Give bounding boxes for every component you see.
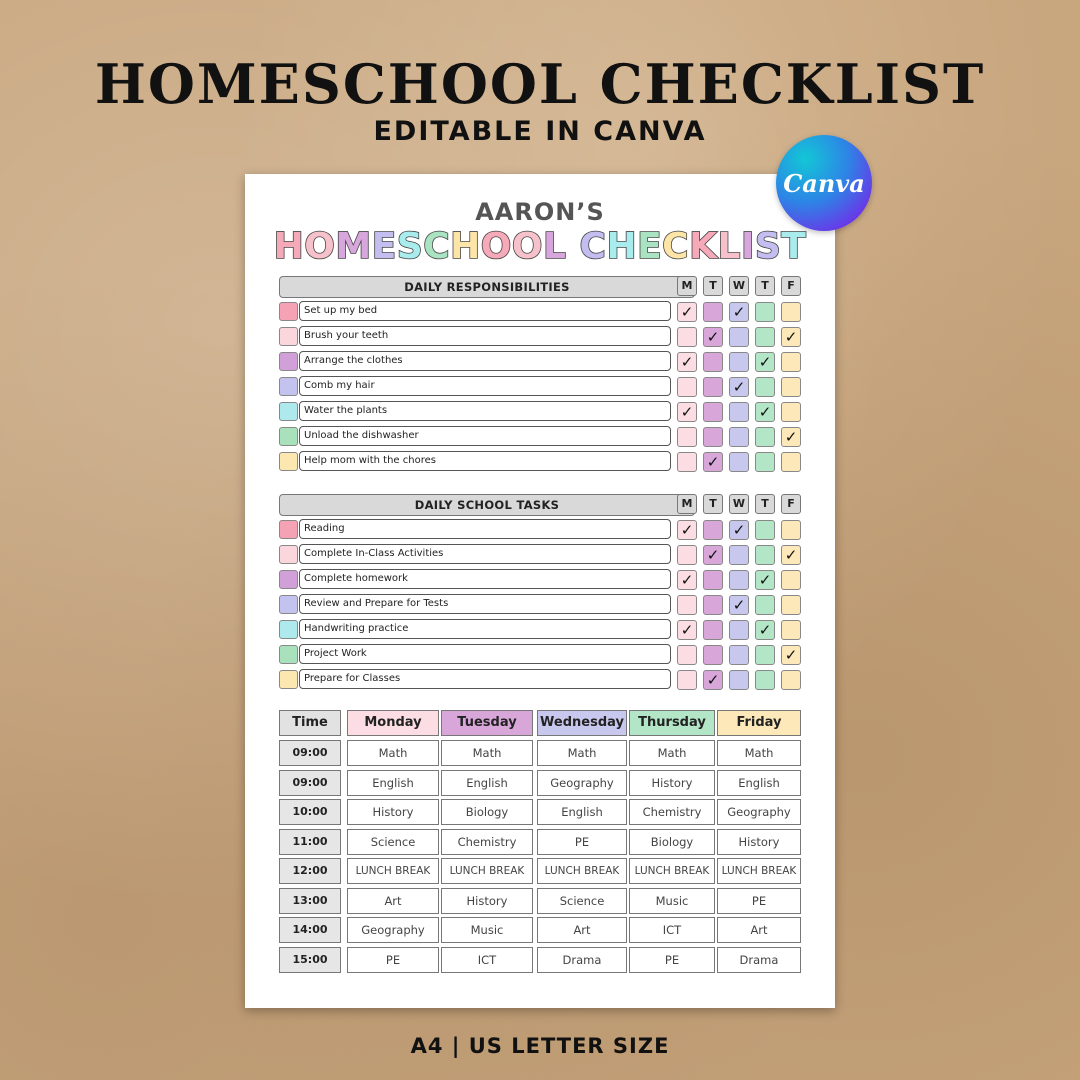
checkbox[interactable] xyxy=(703,645,723,665)
checkbox[interactable] xyxy=(677,670,697,690)
task-color-swatch xyxy=(279,545,298,564)
task-label[interactable]: Handwriting practice xyxy=(299,619,671,639)
timetable-time: 10:00 xyxy=(279,799,341,825)
task-row xyxy=(279,351,803,371)
timetable-subject[interactable]: English xyxy=(441,770,533,796)
checkbox[interactable] xyxy=(729,327,749,347)
task-label[interactable]: Help mom with the chores xyxy=(299,451,671,471)
title-letter: L xyxy=(543,226,567,267)
checkbox-checked[interactable]: ✓ xyxy=(677,570,697,590)
task-color-swatch xyxy=(279,670,298,689)
checkbox-checked[interactable]: ✓ xyxy=(677,302,697,322)
checkbox[interactable] xyxy=(729,570,749,590)
timetable-subject[interactable]: PE xyxy=(347,947,439,973)
checkbox[interactable] xyxy=(781,620,801,640)
checkbox[interactable] xyxy=(729,352,749,372)
checkbox-checked[interactable]: ✓ xyxy=(755,402,775,422)
checkbox[interactable] xyxy=(677,595,697,615)
page-footer: A4 | US LETTER SIZE xyxy=(410,1034,670,1058)
task-color-swatch xyxy=(279,520,298,539)
checkbox-checked[interactable]: ✓ xyxy=(703,327,723,347)
section-heading: DAILY SCHOOL TASKS xyxy=(279,494,695,516)
title-letter: S xyxy=(396,226,424,267)
timetable-subject[interactable]: PE xyxy=(717,888,801,914)
task-label[interactable]: Water the plants xyxy=(299,401,671,421)
timetable-subject[interactable]: Music xyxy=(629,888,715,914)
task-row xyxy=(279,594,803,614)
task-row xyxy=(279,519,803,539)
day-column-header: T xyxy=(703,494,723,514)
checkbox[interactable] xyxy=(755,302,775,322)
timetable-subject[interactable]: History xyxy=(629,770,715,796)
day-column-header: W xyxy=(729,494,749,514)
timetable-header-monday: Monday xyxy=(347,710,439,736)
title-letter: I xyxy=(740,226,755,267)
task-color-swatch xyxy=(279,645,298,664)
title-letter: L xyxy=(717,226,741,267)
timetable-subject[interactable]: Science xyxy=(347,829,439,855)
task-row xyxy=(279,644,803,664)
task-label[interactable]: Project Work xyxy=(299,644,671,664)
day-column-header: M xyxy=(677,494,697,514)
timetable-subject[interactable]: Biology xyxy=(629,829,715,855)
title-letter: O xyxy=(480,226,512,267)
timetable-header-time: Time xyxy=(279,710,341,736)
timetable-time: 09:00 xyxy=(279,770,341,796)
checkbox[interactable] xyxy=(755,427,775,447)
checkbox-checked[interactable]: ✓ xyxy=(677,352,697,372)
task-color-swatch xyxy=(279,427,298,446)
checkbox[interactable] xyxy=(781,302,801,322)
checkbox-checked[interactable]: ✓ xyxy=(677,620,697,640)
task-label[interactable]: Set up my bed xyxy=(299,301,671,321)
timetable-subject[interactable]: Geography xyxy=(537,770,627,796)
timetable-header-thursday: Thursday xyxy=(629,710,715,736)
timetable-time: 09:00 xyxy=(279,740,341,766)
checkbox[interactable] xyxy=(703,377,723,397)
checkbox[interactable] xyxy=(781,520,801,540)
checkbox[interactable] xyxy=(781,402,801,422)
title-letter: K xyxy=(689,226,718,267)
timetable-subject[interactable]: Drama xyxy=(717,947,801,973)
title-letter xyxy=(566,226,579,267)
checkbox[interactable] xyxy=(781,570,801,590)
checkbox[interactable] xyxy=(729,645,749,665)
task-color-swatch xyxy=(279,302,298,321)
title-letter: E xyxy=(637,226,663,267)
timetable-subject[interactable]: Math xyxy=(629,740,715,766)
timetable-subject[interactable]: LUNCH BREAK xyxy=(537,858,627,884)
task-row xyxy=(279,669,803,689)
checkbox-checked[interactable]: ✓ xyxy=(703,670,723,690)
section-header xyxy=(279,276,803,298)
task-row xyxy=(279,451,803,471)
task-label[interactable]: Comb my hair xyxy=(299,376,671,396)
timetable-subject[interactable]: History xyxy=(717,829,801,855)
timetable-subject[interactable]: LUNCH BREAK xyxy=(717,858,801,884)
day-column-header: M xyxy=(677,276,697,296)
timetable-subject[interactable]: Math xyxy=(347,740,439,766)
timetable-subject[interactable]: ICT xyxy=(441,947,533,973)
checkbox[interactable] xyxy=(729,670,749,690)
task-color-swatch xyxy=(279,570,298,589)
timetable-subject[interactable]: Music xyxy=(441,917,533,943)
checkbox[interactable] xyxy=(677,545,697,565)
timetable-subject[interactable]: Drama xyxy=(537,947,627,973)
day-column-header: T xyxy=(755,276,775,296)
task-color-swatch xyxy=(279,595,298,614)
section-heading: DAILY RESPONSIBILITIES xyxy=(279,276,695,298)
checkbox-checked[interactable]: ✓ xyxy=(729,595,749,615)
day-column-header: F xyxy=(781,494,801,514)
timetable-subject[interactable]: Math xyxy=(537,740,627,766)
task-label[interactable]: Prepare for Classes xyxy=(299,669,671,689)
title-letter: H xyxy=(273,226,305,267)
timetable-subject[interactable]: Art xyxy=(347,888,439,914)
checkbox[interactable] xyxy=(729,427,749,447)
checkbox-checked[interactable]: ✓ xyxy=(729,302,749,322)
checkbox[interactable] xyxy=(703,352,723,372)
timetable-subject[interactable]: Geography xyxy=(717,799,801,825)
timetable-subject[interactable]: Math xyxy=(717,740,801,766)
checkbox-checked[interactable]: ✓ xyxy=(781,427,801,447)
task-color-swatch xyxy=(279,327,298,346)
timetable-subject[interactable]: ICT xyxy=(629,917,715,943)
task-color-swatch xyxy=(279,402,298,421)
title-letter: S xyxy=(754,226,782,267)
timetable-header-wednesday: Wednesday xyxy=(537,710,627,736)
checkbox[interactable] xyxy=(703,402,723,422)
title-letter: C xyxy=(423,226,451,267)
timetable-time: 11:00 xyxy=(279,829,341,855)
task-color-swatch xyxy=(279,352,298,371)
checkbox[interactable] xyxy=(781,670,801,690)
title-letter: M xyxy=(335,226,372,267)
timetable-subject[interactable]: History xyxy=(441,888,533,914)
checkbox-checked[interactable]: ✓ xyxy=(755,352,775,372)
checklist-sheet xyxy=(245,174,835,1008)
checkbox-checked[interactable]: ✓ xyxy=(755,620,775,640)
checkbox-checked[interactable]: ✓ xyxy=(781,645,801,665)
timetable-subject[interactable]: PE xyxy=(537,829,627,855)
checkbox-checked[interactable]: ✓ xyxy=(729,377,749,397)
section-header xyxy=(279,494,803,516)
checkbox[interactable] xyxy=(703,427,723,447)
title-letter: H xyxy=(450,226,481,267)
checkbox-checked[interactable]: ✓ xyxy=(677,402,697,422)
task-row xyxy=(279,301,803,321)
task-label[interactable]: Complete In-Class Activities xyxy=(299,544,671,564)
timetable-subject[interactable]: Biology xyxy=(441,799,533,825)
title-letter: T xyxy=(781,226,807,267)
timetable-subject[interactable]: Chemistry xyxy=(629,799,715,825)
checkbox[interactable] xyxy=(729,452,749,472)
timetable-subject[interactable]: PE xyxy=(629,947,715,973)
checkbox[interactable] xyxy=(703,620,723,640)
checkbox[interactable] xyxy=(755,595,775,615)
sheet-title xyxy=(245,226,835,267)
task-label[interactable]: Unload the dishwasher xyxy=(299,426,671,446)
task-row xyxy=(279,326,803,346)
checkbox[interactable] xyxy=(677,427,697,447)
task-label[interactable]: Reading xyxy=(299,519,671,539)
timetable-subject[interactable]: History xyxy=(347,799,439,825)
title-letter: H xyxy=(606,226,638,267)
timetable-subject[interactable]: LUNCH BREAK xyxy=(347,858,439,884)
title-letter: O xyxy=(304,226,336,267)
day-column-header: W xyxy=(729,276,749,296)
task-color-swatch xyxy=(279,620,298,639)
day-column-header: F xyxy=(781,276,801,296)
checkbox[interactable] xyxy=(781,352,801,372)
checkbox[interactable] xyxy=(755,645,775,665)
title-letter: E xyxy=(371,226,397,267)
checkbox[interactable] xyxy=(781,595,801,615)
checkbox[interactable] xyxy=(755,377,775,397)
checkbox[interactable] xyxy=(677,645,697,665)
checkbox[interactable] xyxy=(781,377,801,397)
checkbox-checked[interactable]: ✓ xyxy=(703,452,723,472)
task-row xyxy=(279,426,803,446)
checkbox-checked[interactable]: ✓ xyxy=(677,520,697,540)
timetable-subject[interactable]: Chemistry xyxy=(441,829,533,855)
checkbox[interactable] xyxy=(703,520,723,540)
canva-logo-badge: Canva xyxy=(776,135,872,231)
day-column-header: T xyxy=(703,276,723,296)
checkbox[interactable] xyxy=(781,452,801,472)
task-label[interactable]: Brush your teeth xyxy=(299,326,671,346)
task-color-swatch xyxy=(279,377,298,396)
timetable-subject[interactable]: Geography xyxy=(347,917,439,943)
checkbox-checked[interactable]: ✓ xyxy=(729,520,749,540)
checkbox[interactable] xyxy=(729,545,749,565)
checkbox[interactable] xyxy=(755,452,775,472)
timetable-subject[interactable]: English xyxy=(347,770,439,796)
checkbox[interactable] xyxy=(703,302,723,322)
checkbox-checked[interactable]: ✓ xyxy=(755,570,775,590)
title-letter: C xyxy=(579,226,607,267)
timetable-subject[interactable]: English xyxy=(717,770,801,796)
task-row xyxy=(279,544,803,564)
checkbox-checked[interactable]: ✓ xyxy=(781,545,801,565)
task-row xyxy=(279,401,803,421)
sheet-owner-name: AARON’S xyxy=(475,198,605,226)
page-title: HOMESCHOOL CHECKLIST xyxy=(94,52,986,116)
task-row xyxy=(279,569,803,589)
task-label[interactable]: Arrange the clothes xyxy=(299,351,671,371)
checkbox[interactable] xyxy=(703,595,723,615)
page-subtitle: EDITABLE IN CANVA xyxy=(373,116,707,147)
timetable-header-tuesday: Tuesday xyxy=(441,710,533,736)
checkbox-checked[interactable]: ✓ xyxy=(781,327,801,347)
task-row xyxy=(279,376,803,396)
task-row xyxy=(279,619,803,639)
checkbox[interactable] xyxy=(755,520,775,540)
checkbox[interactable] xyxy=(755,545,775,565)
task-label[interactable]: Complete homework xyxy=(299,569,671,589)
task-label[interactable]: Review and Prepare for Tests xyxy=(299,594,671,614)
timetable-subject[interactable]: Art xyxy=(537,917,627,943)
checkbox[interactable] xyxy=(729,402,749,422)
task-color-swatch xyxy=(279,452,298,471)
timetable-time: 13:00 xyxy=(279,888,341,914)
checkbox[interactable] xyxy=(677,327,697,347)
checkbox[interactable] xyxy=(703,570,723,590)
timetable-subject[interactable]: English xyxy=(537,799,627,825)
day-column-header: T xyxy=(755,494,775,514)
checkbox[interactable] xyxy=(677,377,697,397)
timetable-time: 12:00 xyxy=(279,858,341,884)
timetable-time: 15:00 xyxy=(279,947,341,973)
timetable-subject[interactable]: Science xyxy=(537,888,627,914)
timetable-header-friday: Friday xyxy=(717,710,801,736)
checkbox[interactable] xyxy=(729,620,749,640)
checkbox[interactable] xyxy=(755,670,775,690)
checkbox[interactable] xyxy=(755,327,775,347)
title-letter: O xyxy=(511,226,544,267)
timetable-time: 14:00 xyxy=(279,917,341,943)
timetable-subject[interactable]: Math xyxy=(441,740,533,766)
timetable-subject[interactable]: LUNCH BREAK xyxy=(441,858,533,884)
title-letter: C xyxy=(662,226,690,267)
timetable-subject[interactable]: Art xyxy=(717,917,801,943)
checkbox[interactable] xyxy=(677,452,697,472)
checkbox-checked[interactable]: ✓ xyxy=(703,545,723,565)
timetable-subject[interactable]: LUNCH BREAK xyxy=(629,858,715,884)
